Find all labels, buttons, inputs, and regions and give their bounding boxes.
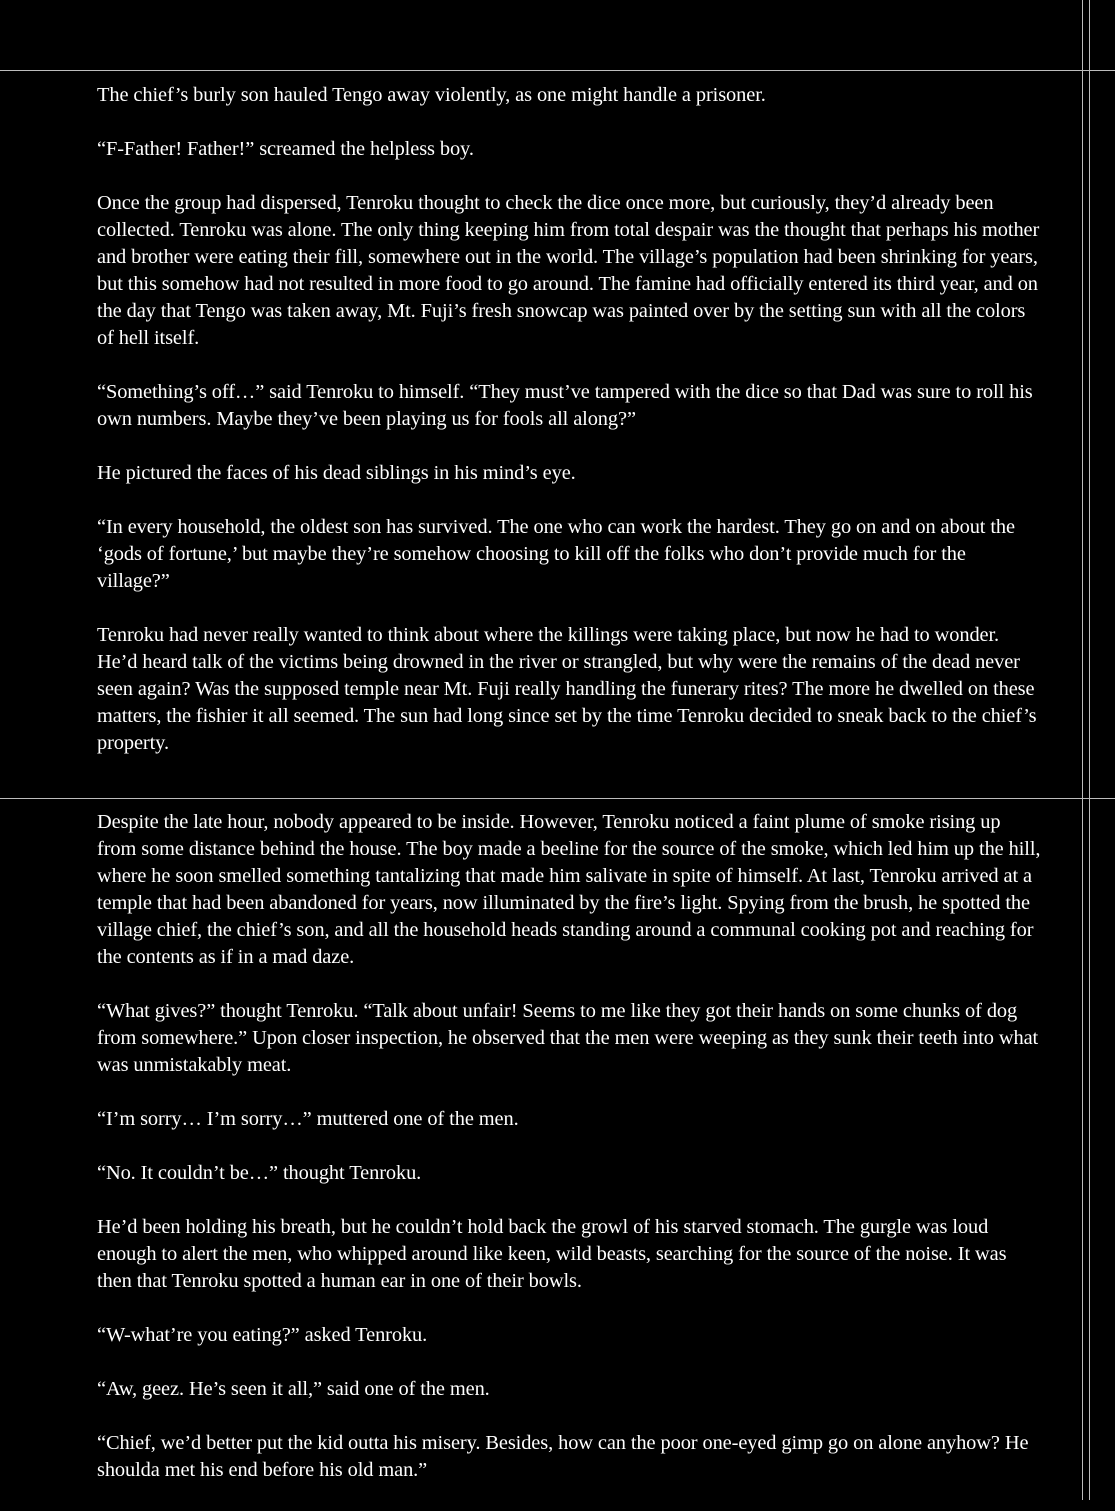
paragraph: “In every household, the oldest son has survived. The one who can work the hardest. They go on and on about the ‘gods of fortune,’ but maybe they’re somehow choosing to kill off the folks who don’t provide much for the village?” xyxy=(97,516,1015,592)
paragraph: “F-Father! Father!” screamed the helpless boy. xyxy=(97,138,474,160)
paragraph: “Chief, we’d better put the kid outta his misery. Besides, how can the poor one-eyed gimp go on alone anyhow? He shoulda met his end before his old man.” xyxy=(97,1432,1029,1481)
panel-divider-top xyxy=(0,70,1115,71)
paragraph: “Aw, geez. He’s seen it all,” said one of the men. xyxy=(97,1378,490,1400)
paragraph: “No. It couldn’t be…” thought Tenroku. xyxy=(97,1162,422,1184)
paragraph: The chief’s burly son hauled Tengo away violently, as one might handle a prisoner. xyxy=(97,84,766,106)
right-border-outer xyxy=(1082,0,1083,1500)
text-panel-1 xyxy=(97,82,1042,784)
panel-divider-middle xyxy=(0,798,1115,799)
paragraph: “I’m sorry… I’m sorry…” muttered one of the men. xyxy=(97,1108,519,1130)
text-panel-2 xyxy=(97,809,1042,1511)
paragraph: Tenroku had never really wanted to think about where the killings were taking place, but now he had to wonder. He’d heard talk of the victims being drowned in the river or strangled, but why were the remains of the dead never seen again? Was the supposed temple near Mt. Fuji really handling the funerary rites? The more he dwelled on these matters, the fishier it all seemed. The sun had long since set by the time Tenroku decided to sneak back to the chief’s property. xyxy=(97,624,1037,754)
paragraph: “What gives?” thought Tenroku. “Talk about unfair! Seems to me like they got their hands on some chunks of dog from somewhere.” Upon closer inspection, he observed that the men were weeping as they sunk their teeth into what was unmistakably meat. xyxy=(97,1000,1039,1076)
paragraph: “W-what’re you eating?” asked Tenroku. xyxy=(97,1324,428,1346)
paragraph: He pictured the faces of his dead siblings in his mind’s eye. xyxy=(97,462,576,484)
paragraph: “Something’s off…” said Tenroku to himself. “They must’ve tampered with the dice so that Dad was sure to roll his own numbers. Maybe they’ve been playing us for fools all along?” xyxy=(97,381,1033,430)
paragraph: Once the group had dispersed, Tenroku thought to check the dice once more, but curiously, they’d already been collected. Tenroku was alone. The only thing keeping him from total despair was the thought that perhaps his mother and brother were eating their fill, somewhere out in the world. The village’s population had been shrinking for years, but this somehow had not resulted in more food to go around. The famine had officially entered its third year, and on the day that Tengo was taken away, Mt. Fuji’s fresh snowcap was painted over by the setting sun with all the colors of hell itself. xyxy=(97,192,1040,349)
paragraph: Despite the late hour, nobody appeared to be inside. However, Tenroku noticed a faint plume of smoke rising up from some distance behind the house. The boy made a beeline for the source of the smoke, which led him up the hill, where he soon smelled something tantalizing that made him salivate in spite of himself. At last, Tenroku arrived at a temple that had been abandoned for years, now illuminated by the fire’s light. Spying from the brush, he spotted the village chief, the chief’s son, and all the household heads standing around a communal cooking pot and reaching for the contents as if in a mad daze. xyxy=(97,811,1041,968)
right-border-inner xyxy=(1089,0,1090,1500)
paragraph: He’d been holding his breath, but he couldn’t hold back the growl of his starved stomach. The gurgle was loud enough to alert the men, who whipped around like keen, wild beasts, searching for the source of the noise. It was then that Tenroku spotted a human ear in one of their bowls. xyxy=(97,1216,1007,1292)
